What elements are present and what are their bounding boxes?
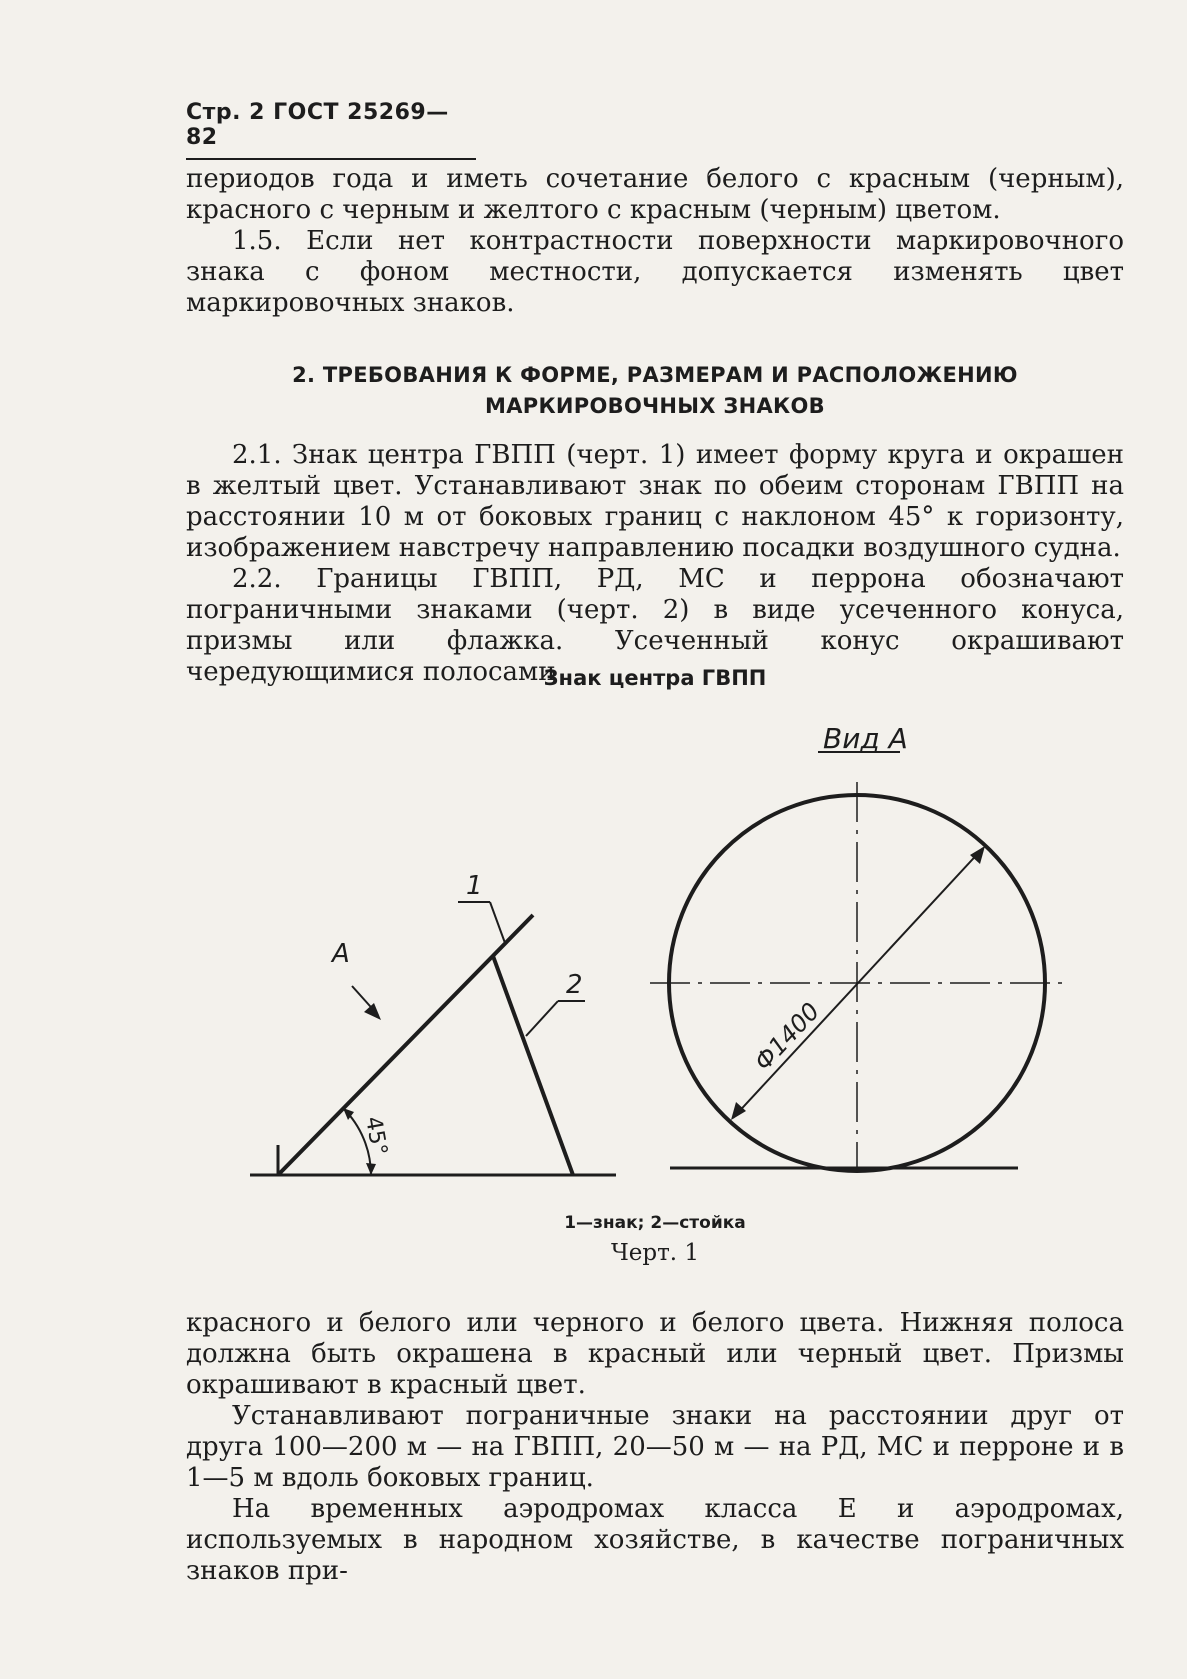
paragraph: Устанавливают пограничные знаки на расстоянии друг от друга 100—200 м — на ГВПП, 20—50 м — на РД, МС и перроне и в 1—5 м вдоль боковых границ. [186,1401,1124,1493]
sign-plate [278,915,533,1175]
view-label: Вид А [823,722,908,755]
leader-1 [490,902,505,943]
diameter-arrowhead [731,1102,746,1120]
label-2: 2 [566,970,583,1000]
view-arrow-label: А [332,939,350,969]
section-heading-line: МАРКИРОВОЧНЫХ ЗНАКОВ [485,394,825,418]
paragraph: периодов года и иметь сочетание белого с красным (черным), красного с черным и желтого с красным (черным) цветом. [186,164,1124,225]
view-arrowhead [364,1003,381,1020]
paragraph: 1.5. Если нет контрастности поверхности маркировочного знака с фоном местности, допускается изменять цвет маркировочных знаков. [186,226,1124,318]
angle-arrowhead [366,1163,376,1175]
diameter-arrowhead [970,846,985,864]
figure-caption: Черт. 1 [610,1240,700,1266]
support-post [493,956,573,1175]
paragraph: 2.2. Границы ГВПП, РД, МС и перрона обозначают пограничными знаками (черт. 2) в виде усеченного конуса, призмы или флажка. Усеченный конус окрашивают чередующимися полосами [186,564,1124,687]
angle-label: 45° [360,1114,392,1158]
figure-legend: 1—знак; 2—стойка [564,1213,746,1233]
page-header: Стр. 2 ГОСТ 25269—82 [186,100,476,160]
section-heading-line: 2. ТРЕБОВАНИЯ К ФОРМЕ, РАЗМЕРАМ И РАСПОЛОЖЕНИЮ [292,363,1018,387]
body-text-after [186,1308,1124,1587]
paragraph: красного и белого или черного и белого цвета. Нижняя полоса должна быть окрашена в красный или черный цвет. Призмы окрашивают в красный цвет. [186,1308,1124,1400]
paragraph: 2.1. Знак центра ГВПП (черт. 1) имеет форму круга и окрашен в желтый цвет. Устанавливают знак по обеим сторонам ГВПП на расстоянии 10 м от боковых границ с наклоном 45° к горизонту, изображением навстречу направлению посадки воздушного судна. [186,440,1124,563]
diameter-label: Ф1400 [748,997,826,1077]
paragraph: На временных аэродромах класса Е и аэродромах, используемых в народном хозяйстве, в качестве пограничных знаков при- [186,1494,1124,1586]
figure-title: Знак центра ГВПП [543,666,767,690]
leader-2 [526,1001,558,1036]
label-1: 1 [466,871,483,901]
